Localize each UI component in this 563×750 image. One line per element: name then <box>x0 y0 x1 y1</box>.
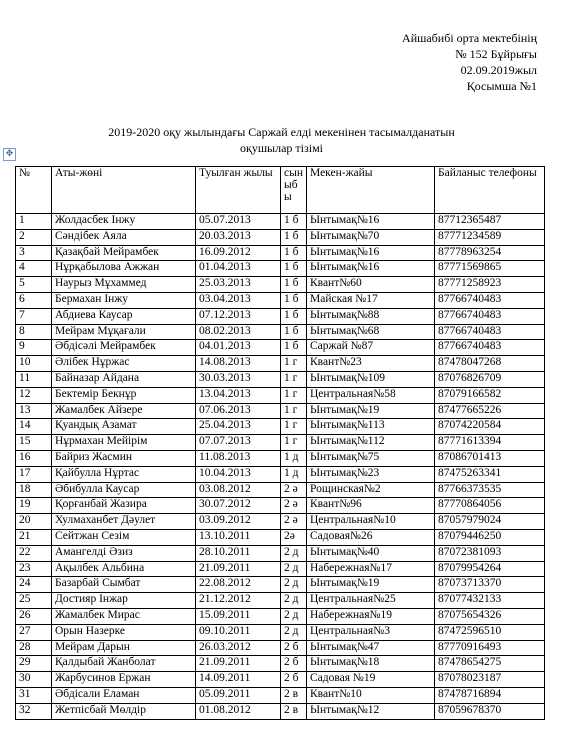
cell-class: 2 б <box>281 640 307 656</box>
cell-name: Әбибулла Каусар <box>52 482 196 498</box>
cell-class: 1 б <box>281 229 307 245</box>
cell-birthdate: 16.09.2012 <box>196 245 281 261</box>
table-row <box>16 561 545 577</box>
table-row <box>16 261 545 277</box>
table-row <box>16 672 545 688</box>
cell-phone: 87771569865 <box>435 261 545 277</box>
cell-number: 22 <box>16 545 52 561</box>
table-row <box>16 545 545 561</box>
cell-name: Бектемір Бекнұр <box>52 387 196 403</box>
cell-number: 9 <box>16 340 52 356</box>
title-line-2: оқушылар тізімі <box>239 141 324 155</box>
cell-phone: 87770916493 <box>435 640 545 656</box>
cell-class: 2 д <box>281 624 307 640</box>
cell-birthdate: 20.03.2013 <box>196 229 281 245</box>
cell-address: Ынтымақ№18 <box>307 656 435 672</box>
cell-address: Ынтымақ№88 <box>307 308 435 324</box>
cell-phone: 87078023187 <box>435 672 545 688</box>
cell-name: Достияр Інжар <box>52 593 196 609</box>
table-row <box>16 292 545 308</box>
cell-phone: 87079954264 <box>435 561 545 577</box>
cell-phone: 87478047268 <box>435 356 545 372</box>
cell-number: 28 <box>16 640 52 656</box>
cell-phone: 87478654275 <box>435 656 545 672</box>
cell-address: Центральная№25 <box>307 593 435 609</box>
cell-birthdate: 30.07.2012 <box>196 498 281 514</box>
table-row <box>16 450 545 466</box>
cell-name: Қазақбай Мейрамбек <box>52 245 196 261</box>
table-row <box>16 308 545 324</box>
cell-name: Әбдісәлі Мейрамбек <box>52 340 196 356</box>
cell-class: 1 б <box>281 214 307 230</box>
cell-phone: 87072381093 <box>435 545 545 561</box>
cell-address: Ынтымақ№19 <box>307 403 435 419</box>
cell-birthdate: 10.04.2013 <box>196 466 281 482</box>
cell-address: Садовая№26 <box>307 529 435 545</box>
cell-name: Сейтжан Сезім <box>52 529 196 545</box>
cell-class: 1 б <box>281 340 307 356</box>
cell-phone: 87074220584 <box>435 419 545 435</box>
table-row <box>16 577 545 593</box>
table-row <box>16 482 545 498</box>
cell-birthdate: 15.09.2011 <box>196 608 281 624</box>
cell-address: Ынтымақ№47 <box>307 640 435 656</box>
cell-address: Ынтымақ№12 <box>307 703 435 719</box>
cell-birthdate: 01.04.2013 <box>196 261 281 277</box>
cell-number: 1 <box>16 214 52 230</box>
cell-name: Орын Назерке <box>52 624 196 640</box>
table-row <box>16 356 545 372</box>
cell-birthdate: 30.03.2013 <box>196 371 281 387</box>
cell-name: Мейрам Дарын <box>52 640 196 656</box>
cell-number: 7 <box>16 308 52 324</box>
cell-name: Қорғанбай Жазира <box>52 498 196 514</box>
cell-class: 1 г <box>281 371 307 387</box>
table-row <box>16 640 545 656</box>
cell-class: 2 б <box>281 672 307 688</box>
cell-phone: 87770864056 <box>435 498 545 514</box>
cell-number: 11 <box>16 371 52 387</box>
cell-name: Базарбай Сымбат <box>52 577 196 593</box>
cell-phone: 87076826709 <box>435 371 545 387</box>
table-header-row <box>16 167 545 214</box>
cell-class: 1 б <box>281 245 307 261</box>
cell-phone: 87771234589 <box>435 229 545 245</box>
cell-class: 2 д <box>281 561 307 577</box>
cell-class: 1 б <box>281 277 307 293</box>
cell-number: 16 <box>16 450 52 466</box>
cell-class: 2 д <box>281 545 307 561</box>
cell-class: 1 г <box>281 356 307 372</box>
cell-name: Жамалбек Мирас <box>52 608 196 624</box>
table-row <box>16 608 545 624</box>
cell-number: 32 <box>16 703 52 719</box>
cell-birthdate: 03.04.2013 <box>196 292 281 308</box>
cell-address: Ынтымақ№23 <box>307 466 435 482</box>
cell-number: 18 <box>16 482 52 498</box>
cell-number: 12 <box>16 387 52 403</box>
cell-phone: 87079446250 <box>435 529 545 545</box>
cell-number: 14 <box>16 419 52 435</box>
cell-birthdate: 14.08.2013 <box>196 356 281 372</box>
cell-birthdate: 21.12.2012 <box>196 593 281 609</box>
cell-birthdate: 03.08.2012 <box>196 482 281 498</box>
cell-birthdate: 21.09.2011 <box>196 656 281 672</box>
cell-number: 26 <box>16 608 52 624</box>
table-row <box>16 435 545 451</box>
cell-phone: 87086701413 <box>435 450 545 466</box>
cell-birthdate: 01.08.2012 <box>196 703 281 719</box>
cell-number: 8 <box>16 324 52 340</box>
cell-address: Квант№10 <box>307 687 435 703</box>
order-number: № 152 Бұйрығы <box>455 47 537 61</box>
cell-birthdate: 13.10.2011 <box>196 529 281 545</box>
cell-address: Ынтымақ№68 <box>307 324 435 340</box>
cell-class: 2 д <box>281 593 307 609</box>
cell-number: 20 <box>16 514 52 530</box>
cell-address: Квант№60 <box>307 277 435 293</box>
cell-name: Байриз Жасмин <box>52 450 196 466</box>
cell-birthdate: 21.09.2011 <box>196 561 281 577</box>
cell-number: 6 <box>16 292 52 308</box>
cell-name: Амангелді Әзиз <box>52 545 196 561</box>
header-phone: Байланыс телефоны <box>435 167 545 214</box>
cell-phone: 87478716894 <box>435 687 545 703</box>
cell-number: 10 <box>16 356 52 372</box>
cell-name: Ақылбек Альбина <box>52 561 196 577</box>
cell-name: Нұрмахан Мейірім <box>52 435 196 451</box>
cell-phone: 87778963254 <box>435 245 545 261</box>
cell-phone: 87073713370 <box>435 577 545 593</box>
cell-birthdate: 07.06.2013 <box>196 403 281 419</box>
table-row <box>16 403 545 419</box>
cell-birthdate: 22.08.2012 <box>196 577 281 593</box>
cell-class: 2 в <box>281 687 307 703</box>
cell-class: 1 г <box>281 419 307 435</box>
header-number: № <box>16 167 52 214</box>
cell-class: 2ә <box>281 529 307 545</box>
cell-class: 1 г <box>281 435 307 451</box>
cell-name: Жетпісбай Мөлдір <box>52 703 196 719</box>
cell-name: Жамалбек Айзере <box>52 403 196 419</box>
cell-phone: 87077432133 <box>435 593 545 609</box>
cell-number: 5 <box>16 277 52 293</box>
cell-phone: 87766373535 <box>435 482 545 498</box>
cell-phone: 87766740483 <box>435 340 545 356</box>
cell-name: Жолдасбек Інжу <box>52 214 196 230</box>
cell-address: Набережная№19 <box>307 608 435 624</box>
cell-number: 24 <box>16 577 52 593</box>
table-row <box>16 277 545 293</box>
cell-address: Набережная№17 <box>307 561 435 577</box>
table-row <box>16 387 545 403</box>
cell-birthdate: 13.04.2013 <box>196 387 281 403</box>
cell-name: Қайбулла Нұртас <box>52 466 196 482</box>
cell-phone: 87057979024 <box>435 514 545 530</box>
cell-number: 4 <box>16 261 52 277</box>
table-row <box>16 229 545 245</box>
table-row <box>16 656 545 672</box>
cell-phone: 87477665226 <box>435 403 545 419</box>
title-line-1: 2019-2020 оқу жылындағы Саржай елді мекенінен тасымалданатын <box>108 125 455 139</box>
cell-class: 1 б <box>281 261 307 277</box>
cell-name: Әбдісали Еламан <box>52 687 196 703</box>
cell-class: 2 ә <box>281 482 307 498</box>
cell-phone: 87075654326 <box>435 608 545 624</box>
table-row <box>16 340 545 356</box>
cell-phone: 87766740483 <box>435 324 545 340</box>
cell-address: Майская №17 <box>307 292 435 308</box>
cell-address: Ынтымақ№16 <box>307 245 435 261</box>
cell-address: Центральная№3 <box>307 624 435 640</box>
cell-phone: 87472596510 <box>435 624 545 640</box>
cell-name: Жарбусинов Ержан <box>52 672 196 688</box>
cell-number: 17 <box>16 466 52 482</box>
cell-class: 2 в <box>281 703 307 719</box>
table-row <box>16 419 545 435</box>
cell-address: Саржай №87 <box>307 340 435 356</box>
table-row <box>16 498 545 514</box>
cell-class: 2 б <box>281 656 307 672</box>
cell-number: 2 <box>16 229 52 245</box>
cell-number: 15 <box>16 435 52 451</box>
cell-address: Ынтымақ№113 <box>307 419 435 435</box>
cell-name: Сәндібек Аяла <box>52 229 196 245</box>
cell-address: Ынтымақ№75 <box>307 450 435 466</box>
cell-address: Ынтымақ№109 <box>307 371 435 387</box>
cell-name: Байназар Айдана <box>52 371 196 387</box>
table-row <box>16 687 545 703</box>
cell-class: 1 б <box>281 308 307 324</box>
cell-address: Садовая №19 <box>307 672 435 688</box>
cell-birthdate: 14.09.2011 <box>196 672 281 688</box>
cell-number: 21 <box>16 529 52 545</box>
table-row <box>16 624 545 640</box>
cell-phone: 87766740483 <box>435 308 545 324</box>
document-header <box>402 30 537 94</box>
table-row <box>16 245 545 261</box>
cell-birthdate: 07.07.2013 <box>196 435 281 451</box>
cell-name: Қалдыбай Жанболат <box>52 656 196 672</box>
header-class: сыныбы <box>281 167 307 214</box>
table-row <box>16 214 545 230</box>
cell-name: Бермахан Інжу <box>52 292 196 308</box>
cell-birthdate: 08.02.2013 <box>196 324 281 340</box>
cell-class: 1 б <box>281 324 307 340</box>
school-name: Айшабибі орта мектебінің <box>402 31 537 45</box>
move-anchor-icon[interactable]: ✥ <box>3 148 16 161</box>
cell-birthdate: 11.08.2013 <box>196 450 281 466</box>
cell-phone: 87766740483 <box>435 292 545 308</box>
cell-class: 2 ә <box>281 514 307 530</box>
table-row <box>16 466 545 482</box>
cell-birthdate: 07.12.2013 <box>196 308 281 324</box>
cell-name: Нұрқабылова Ажжан <box>52 261 196 277</box>
cell-address: Ынтымақ№40 <box>307 545 435 561</box>
cell-address: Центральная№58 <box>307 387 435 403</box>
table-row <box>16 593 545 609</box>
table-row <box>16 371 545 387</box>
cell-number: 13 <box>16 403 52 419</box>
table-row <box>16 529 545 545</box>
cell-class: 1 б <box>281 292 307 308</box>
header-address: Мекен-жайы <box>307 167 435 214</box>
cell-number: 3 <box>16 245 52 261</box>
cell-phone: 87771258923 <box>435 277 545 293</box>
cell-phone: 87059678370 <box>435 703 545 719</box>
document-title <box>0 124 563 156</box>
cell-birthdate: 05.09.2011 <box>196 687 281 703</box>
cell-birthdate: 25.03.2013 <box>196 277 281 293</box>
cell-name: Мейрам Мұқағали <box>52 324 196 340</box>
cell-class: 2 д <box>281 608 307 624</box>
cell-birthdate: 26.03.2012 <box>196 640 281 656</box>
cell-phone: 87712365487 <box>435 214 545 230</box>
students-table <box>15 166 545 720</box>
cell-birthdate: 05.07.2013 <box>196 214 281 230</box>
table-row <box>16 514 545 530</box>
order-date: 02.09.2019жыл <box>460 63 537 77</box>
cell-name: Қуандық Азамат <box>52 419 196 435</box>
cell-phone: 87475263341 <box>435 466 545 482</box>
cell-class: 1 г <box>281 403 307 419</box>
cell-address: Ынтымақ№19 <box>307 577 435 593</box>
cell-address: Рощинская№2 <box>307 482 435 498</box>
cell-birthdate: 25.04.2013 <box>196 419 281 435</box>
cell-number: 31 <box>16 687 52 703</box>
cell-birthdate: 09.10.2011 <box>196 624 281 640</box>
cell-number: 19 <box>16 498 52 514</box>
cell-class: 2 ә <box>281 498 307 514</box>
cell-class: 1 д <box>281 466 307 482</box>
cell-phone: 87079166582 <box>435 387 545 403</box>
cell-address: Ынтымақ№112 <box>307 435 435 451</box>
cell-name: Хулмаханбет Дәулет <box>52 514 196 530</box>
table-row <box>16 703 545 719</box>
cell-birthdate: 04.01.2013 <box>196 340 281 356</box>
cell-address: Квант№96 <box>307 498 435 514</box>
cell-class: 2 д <box>281 577 307 593</box>
cell-address: Ынтымақ№70 <box>307 229 435 245</box>
header-name: Аты-жөні <box>52 167 196 214</box>
cell-address: Ынтымақ№16 <box>307 261 435 277</box>
cell-name: Наурыз Мұхаммед <box>52 277 196 293</box>
cell-address: Ынтымақ№16 <box>307 214 435 230</box>
cell-number: 23 <box>16 561 52 577</box>
cell-number: 29 <box>16 656 52 672</box>
cell-birthdate: 28.10.2011 <box>196 545 281 561</box>
appendix-label: Қосымша №1 <box>466 79 537 93</box>
cell-name: Абдиева Каусар <box>52 308 196 324</box>
cell-address: Центральная№10 <box>307 514 435 530</box>
cell-number: 27 <box>16 624 52 640</box>
cell-class: 1 г <box>281 387 307 403</box>
header-birthdate: Туылған жылы <box>196 167 281 214</box>
cell-number: 25 <box>16 593 52 609</box>
table-row <box>16 324 545 340</box>
cell-class: 1 д <box>281 450 307 466</box>
cell-phone: 87771613394 <box>435 435 545 451</box>
cell-name: Әлібек Нұржас <box>52 356 196 372</box>
cell-address: Квант№23 <box>307 356 435 372</box>
cell-birthdate: 03.09.2012 <box>196 514 281 530</box>
cell-number: 30 <box>16 672 52 688</box>
